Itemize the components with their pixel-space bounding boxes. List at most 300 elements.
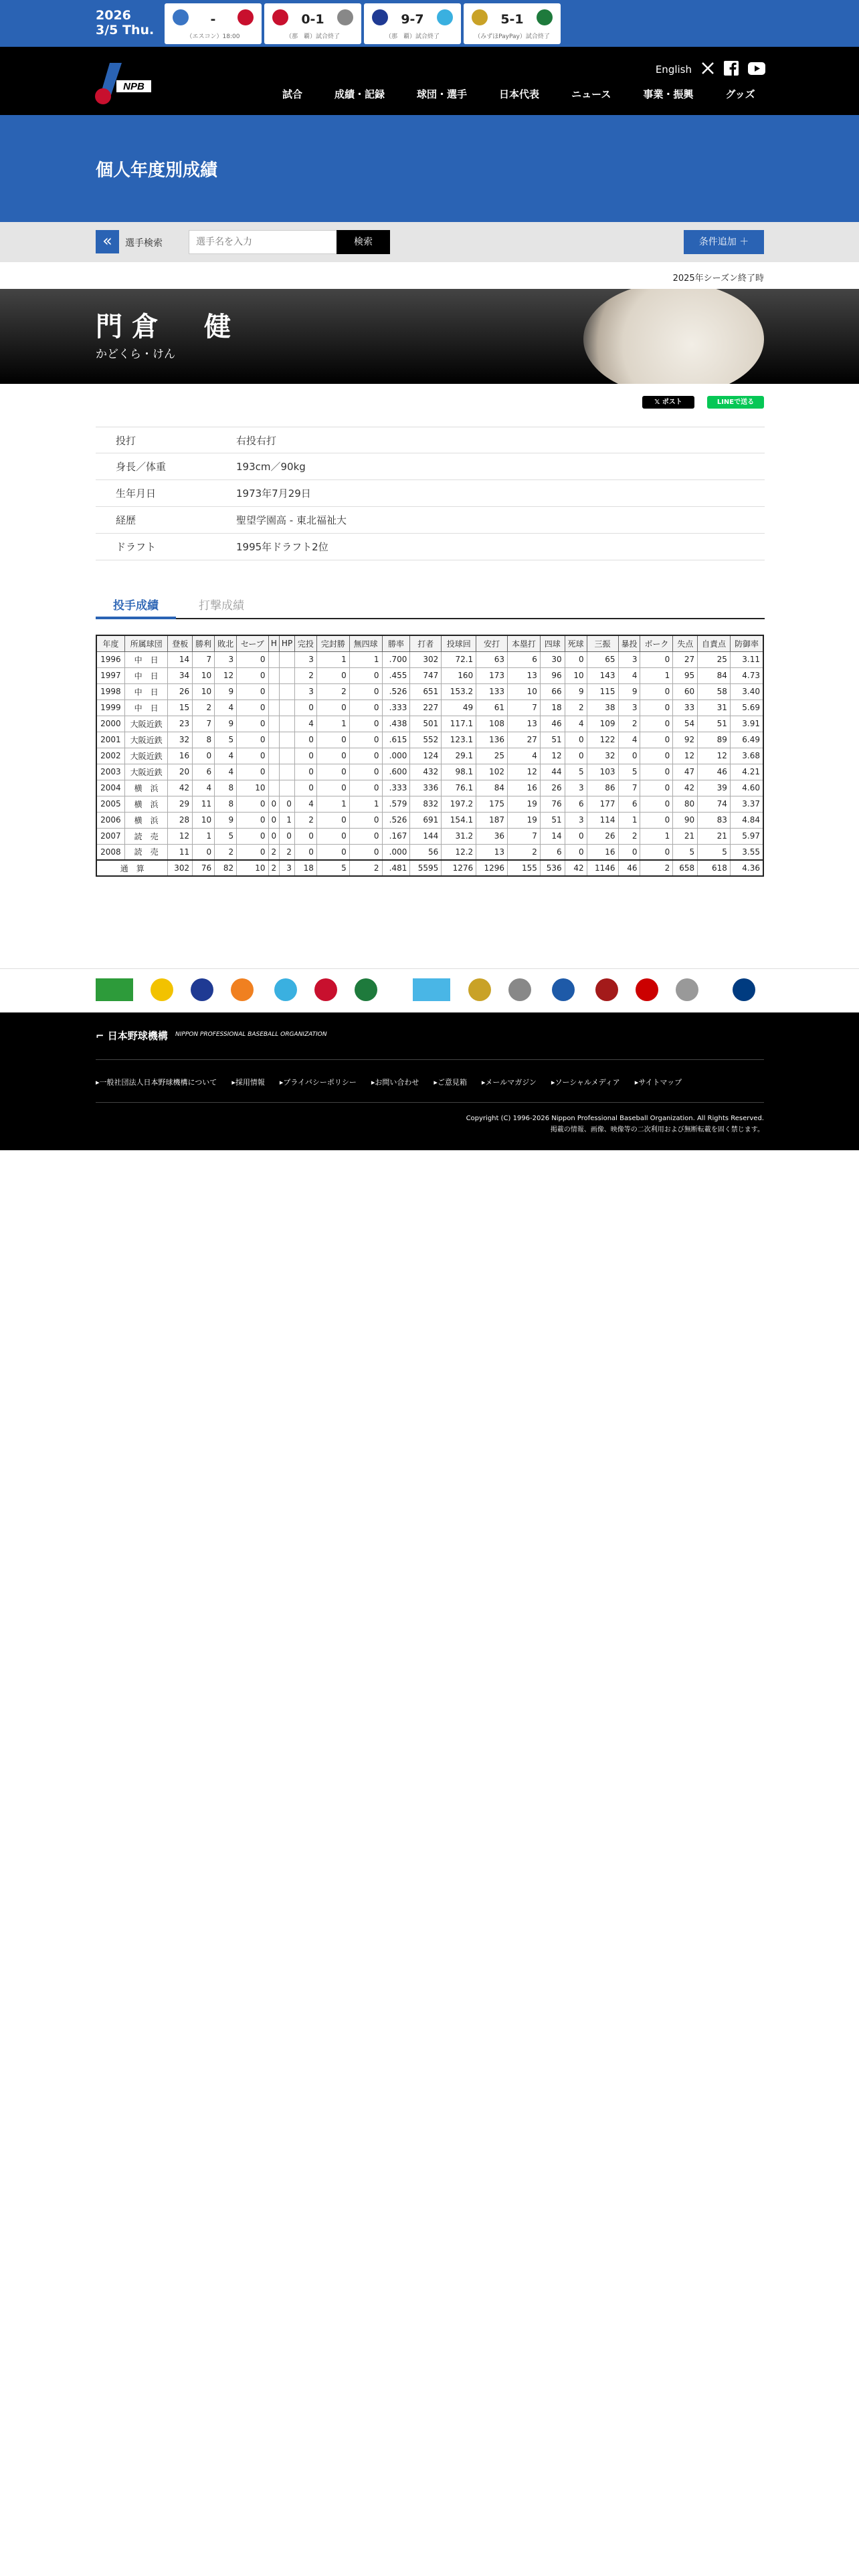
stat-cell: 9 [215, 683, 237, 700]
stat-cell: 4 [215, 700, 237, 716]
total-label: 通 算 [96, 860, 168, 876]
stat-cell: 4 [215, 748, 237, 764]
table-row [96, 764, 763, 780]
stat-cell: 114 [587, 812, 618, 828]
stat-cell: 144 [410, 828, 442, 844]
stat-cell: .600 [382, 764, 410, 780]
table-row [96, 812, 763, 828]
stat-cell [268, 748, 280, 764]
team-logo-icon[interactable] [274, 978, 297, 1001]
stat-cell: 0 [294, 732, 316, 748]
stat-cell: 1998 [96, 683, 124, 700]
stat-cell: 2001 [96, 732, 124, 748]
stat-cell: 2 [618, 716, 640, 732]
stat-cell: 12 [215, 667, 237, 683]
nav-goods[interactable]: グッズ [725, 88, 755, 100]
player-name-input[interactable] [189, 230, 337, 254]
today-date: 2026 3/5 Thu. [96, 8, 155, 37]
table-row [96, 716, 763, 732]
stat-cell: 0 [294, 764, 316, 780]
player-name-header [0, 289, 859, 384]
footer-link[interactable]: ▸ご意見箱 [434, 1078, 467, 1087]
stat-cell: 2000 [96, 716, 124, 732]
nav-teams[interactable]: 球団・選手 [417, 88, 468, 100]
x-post-button[interactable]: 𝕏 ポスト [642, 396, 694, 409]
stat-cell: 12 [673, 748, 698, 764]
stat-cell: 36 [476, 828, 508, 844]
stat-cell: 336 [410, 780, 442, 796]
stat-cell: 2 [640, 860, 673, 876]
game-status: （那 覇）試合終了 [385, 33, 440, 40]
stat-cell: 2 [349, 860, 382, 876]
stat-cell: 12 [698, 748, 731, 764]
column-header: 年度 [96, 635, 124, 651]
stat-cell: 4 [618, 732, 640, 748]
stat-cell: 0 [349, 700, 382, 716]
profile-label: 経歴 [116, 514, 136, 526]
stat-cell: 0 [294, 748, 316, 764]
stat-cell: 98.1 [442, 764, 476, 780]
stat-cell: 0 [316, 732, 349, 748]
footer-link[interactable]: ▸採用情報 [231, 1078, 265, 1087]
english-link[interactable]: English [655, 64, 692, 76]
stat-cell: 0 [294, 700, 316, 716]
stat-cell: 2 [316, 683, 349, 700]
stat-cell: 108 [476, 716, 508, 732]
game-card[interactable] [364, 3, 461, 44]
team-logo-icon[interactable] [355, 978, 377, 1001]
stat-cell: 1 [349, 796, 382, 812]
team-logo-icon[interactable] [552, 978, 575, 1001]
stat-cell: 42 [565, 860, 587, 876]
table-row [96, 651, 763, 667]
stat-cell: 0 [193, 844, 215, 860]
stat-cell: 58 [698, 683, 731, 700]
stat-cell: 136 [476, 732, 508, 748]
baseball-image [583, 289, 764, 384]
stat-cell: 2 [280, 844, 295, 860]
nav-stats[interactable]: 成績・記録 [335, 88, 385, 100]
stat-cell: 0 [640, 844, 673, 860]
stat-cell: 12.2 [442, 844, 476, 860]
stat-cell: 618 [698, 860, 731, 876]
stat-cell: 96 [540, 667, 565, 683]
stat-cell: 3 [215, 651, 237, 667]
stat-cell: 10 [508, 683, 541, 700]
stat-cell: 23 [168, 716, 193, 732]
game-scoreboard [165, 3, 561, 44]
stat-cell: 155 [508, 860, 541, 876]
stat-cell [280, 667, 295, 683]
stat-cell: 1 [349, 651, 382, 667]
stat-cell: .333 [382, 780, 410, 796]
nav-japan[interactable]: 日本代表 [499, 88, 540, 100]
stat-cell: 154.1 [442, 812, 476, 828]
game-status: （エスコン）18:00 [186, 33, 240, 40]
stat-cell: 49 [442, 700, 476, 716]
stat-cell: 16 [508, 780, 541, 796]
stat-cell: 133 [476, 683, 508, 700]
footer-link[interactable]: ▸ソーシャルメディア [551, 1078, 620, 1087]
game-status: （那 覇）試合終了 [285, 33, 340, 40]
stat-cell: 2002 [96, 748, 124, 764]
table-row [96, 844, 763, 860]
stat-cell [280, 716, 295, 732]
stat-cell: 5 [618, 764, 640, 780]
stat-cell: 3.40 [730, 683, 763, 700]
stat-cell: 3 [294, 683, 316, 700]
stat-cell: 6 [508, 651, 541, 667]
stat-cell: 10 [237, 860, 268, 876]
team-logo-icon[interactable] [595, 978, 618, 1001]
profile-value: 右投右打 [236, 435, 277, 447]
stat-cell: 0 [640, 796, 673, 812]
stat-cell: 9 [565, 683, 587, 700]
footer-link[interactable]: ▸プライバシーポリシー [279, 1078, 357, 1087]
stat-cell: 0 [640, 683, 673, 700]
stat-cell: 109 [587, 716, 618, 732]
stat-cell: .167 [382, 828, 410, 844]
stat-cell: 8 [193, 732, 215, 748]
stats-tabs [96, 597, 765, 619]
stat-cell: 2 [268, 844, 280, 860]
team-cell: 横 浜 [124, 796, 168, 812]
main-nav [266, 87, 771, 101]
team-logo-icon[interactable] [733, 978, 755, 1001]
stat-cell: 32 [168, 732, 193, 748]
stat-cell: 0 [237, 667, 268, 683]
team-logos-bar [0, 968, 859, 1012]
nav-news[interactable]: ニュース [571, 88, 611, 100]
stat-cell: 9 [618, 683, 640, 700]
team-logo-icon[interactable] [468, 978, 491, 1001]
stat-cell: 51 [698, 716, 731, 732]
stat-cell: 1999 [96, 700, 124, 716]
stat-cell: 44 [540, 764, 565, 780]
stat-cell: 1 [640, 828, 673, 844]
stat-cell: 10 [237, 780, 268, 796]
stat-cell: 1997 [96, 667, 124, 683]
stat-cell: 4 [193, 780, 215, 796]
column-header: ボーク [640, 635, 673, 651]
team-logo-icon[interactable] [508, 978, 531, 1001]
stat-cell: 0 [349, 812, 382, 828]
stat-cell: 0 [565, 748, 587, 764]
stat-cell: 5 [698, 844, 731, 860]
stat-cell: 26 [168, 683, 193, 700]
stat-cell: 0 [640, 700, 673, 716]
stat-cell: 227 [410, 700, 442, 716]
stat-cell: 9 [215, 812, 237, 828]
team-logo-icon[interactable] [96, 978, 133, 1001]
stat-cell: 691 [410, 812, 442, 828]
table-row [96, 667, 763, 683]
stat-cell: 4 [215, 764, 237, 780]
team-logo-icon[interactable] [231, 978, 254, 1001]
stat-cell: 2 [618, 828, 640, 844]
stat-cell: 651 [410, 683, 442, 700]
stat-cell: 658 [673, 860, 698, 876]
top-bar [0, 0, 859, 47]
stat-cell: 0 [237, 651, 268, 667]
stat-cell: 124 [410, 748, 442, 764]
column-header: 四球 [540, 635, 565, 651]
plus-icon: ＋ [739, 237, 749, 247]
footer-link[interactable]: ▸一般社団法人日本野球機構について [96, 1078, 217, 1087]
column-header: 無四球 [349, 635, 382, 651]
stat-cell: 3 [618, 651, 640, 667]
stat-cell: 10 [193, 667, 215, 683]
team-logo-icon[interactable] [676, 978, 698, 1001]
stat-cell: 5.69 [730, 700, 763, 716]
team-cell: 大阪近鉄 [124, 716, 168, 732]
stat-cell: 8 [215, 780, 237, 796]
stat-cell: 0 [237, 844, 268, 860]
stat-cell: 1 [640, 667, 673, 683]
stat-cell: 1146 [587, 860, 618, 876]
column-header: 打者 [410, 635, 442, 651]
stat-cell: 26 [540, 780, 565, 796]
stat-cell: 3.91 [730, 716, 763, 732]
stat-cell: 2 [215, 844, 237, 860]
stat-cell: .000 [382, 844, 410, 860]
stat-cell: 0 [316, 812, 349, 828]
site-header [0, 47, 859, 115]
stat-cell: 3 [565, 780, 587, 796]
stat-cell: 66 [540, 683, 565, 700]
stat-cell: 3.37 [730, 796, 763, 812]
stat-cell: 4.84 [730, 812, 763, 828]
tab-pitching[interactable]: 投手成績 [96, 597, 176, 619]
column-header: 暴投 [618, 635, 640, 651]
stat-cell: 10 [193, 812, 215, 828]
column-header: HP [280, 635, 295, 651]
stat-cell: 0 [237, 683, 268, 700]
stat-cell: 0 [565, 844, 587, 860]
stat-cell: 0 [349, 844, 382, 860]
stat-cell: 74 [698, 796, 731, 812]
npb-mark-icon: ⌐ [96, 1030, 108, 1042]
stat-cell: 175 [476, 796, 508, 812]
total-row [96, 860, 763, 876]
stat-cell: 3 [294, 651, 316, 667]
stat-cell: 0 [565, 651, 587, 667]
stat-cell: 89 [698, 732, 731, 748]
team-logo-icon[interactable] [191, 978, 213, 1001]
profile-row [96, 453, 765, 480]
stat-cell: 6 [540, 844, 565, 860]
stat-cell: .000 [382, 748, 410, 764]
stat-cell: 0 [193, 748, 215, 764]
stat-cell: 3 [565, 812, 587, 828]
header-links [656, 61, 765, 78]
table-row [96, 748, 763, 764]
stat-cell: 31.2 [442, 828, 476, 844]
stat-cell: .700 [382, 651, 410, 667]
game-score: 0-1 [301, 12, 324, 27]
divider [96, 1102, 764, 1103]
game-score: 9-7 [401, 12, 424, 27]
stat-cell [268, 667, 280, 683]
stat-cell: 2003 [96, 764, 124, 780]
stat-cell [268, 683, 280, 700]
stat-cell [268, 732, 280, 748]
add-condition-button[interactable]: 条件追加 ＋ [684, 230, 764, 254]
stat-cell: 832 [410, 796, 442, 812]
column-header: 完封勝 [316, 635, 349, 651]
stat-cell: 80 [673, 796, 698, 812]
stat-cell: 2 [294, 812, 316, 828]
stat-cell: 9 [215, 716, 237, 732]
x-icon[interactable] [701, 62, 714, 78]
team-logo-icon[interactable] [151, 978, 173, 1001]
stat-cell: 39 [698, 780, 731, 796]
stat-cell: 76 [193, 860, 215, 876]
tab-batting[interactable]: 打撃成績 [199, 599, 244, 613]
stat-cell: 12 [540, 748, 565, 764]
stat-cell: 302 [168, 860, 193, 876]
stat-cell: 0 [349, 828, 382, 844]
stat-cell: 3.55 [730, 844, 763, 860]
stat-cell: .333 [382, 700, 410, 716]
column-header: 死球 [565, 635, 587, 651]
stat-cell: 7 [508, 700, 541, 716]
game-card[interactable] [464, 3, 561, 44]
stat-cell: 18 [540, 700, 565, 716]
table-row [96, 700, 763, 716]
stat-cell: 4 [294, 716, 316, 732]
stat-cell: 7 [618, 780, 640, 796]
stat-cell: .481 [382, 860, 410, 876]
stat-cell: 83 [698, 812, 731, 828]
player-kana: かどくら・けん [96, 348, 175, 361]
team-logo-icon[interactable] [314, 978, 337, 1001]
stat-cell: 0 [640, 748, 673, 764]
stat-cell: 38 [587, 700, 618, 716]
stat-cell: 0 [349, 780, 382, 796]
team-cell: 中 日 [124, 651, 168, 667]
stat-cell: 42 [673, 780, 698, 796]
stat-cell: 0 [640, 764, 673, 780]
stat-cell: 1 [618, 812, 640, 828]
stat-cell: 4 [618, 667, 640, 683]
npb-logo[interactable] [94, 62, 153, 110]
table-row [96, 828, 763, 844]
footer-link[interactable]: ▸お問い合わせ [371, 1078, 419, 1087]
stat-cell: 12 [168, 828, 193, 844]
stat-cell: 13 [508, 716, 541, 732]
profile-value: 1995年ドラフト2位 [236, 541, 328, 553]
game-score: - [210, 12, 216, 27]
search-button[interactable]: 検索 [337, 230, 390, 254]
stat-cell: 117.1 [442, 716, 476, 732]
stat-cell: 0 [349, 683, 382, 700]
column-header: 勝率 [382, 635, 410, 651]
column-header: 勝利 [193, 635, 215, 651]
stat-cell: 0 [565, 732, 587, 748]
divider [96, 1059, 764, 1060]
column-header: 投球回 [442, 635, 476, 651]
stat-cell: 72.1 [442, 651, 476, 667]
game-card[interactable] [165, 3, 262, 44]
stat-cell: 19 [508, 812, 541, 828]
stat-cell: 1 [316, 716, 349, 732]
stat-cell: 6 [618, 796, 640, 812]
table-header-row [96, 635, 763, 651]
stat-cell: 0 [316, 828, 349, 844]
back-double-chevron-icon[interactable]: « [96, 230, 119, 253]
team-logo-icon[interactable] [413, 978, 450, 1001]
game-card[interactable] [264, 3, 361, 44]
column-header: H [268, 635, 280, 651]
profile-row [96, 427, 765, 453]
stat-cell: .526 [382, 683, 410, 700]
stat-cell: 12 [508, 764, 541, 780]
stat-cell: 0 [237, 828, 268, 844]
line-share-button[interactable]: LINEで送る [707, 396, 764, 409]
stat-cell: 46 [698, 764, 731, 780]
stat-cell [268, 780, 280, 796]
stat-cell: 21 [673, 828, 698, 844]
nav-business[interactable]: 事業・振興 [643, 88, 694, 100]
stat-cell: 2004 [96, 780, 124, 796]
stat-cell: 15 [168, 700, 193, 716]
profile-label: 身長／体重 [116, 461, 167, 473]
team-cell: 読 売 [124, 828, 168, 844]
stat-cell: 16 [587, 844, 618, 860]
facebook-icon[interactable] [724, 61, 739, 78]
profile-label: 投打 [116, 435, 136, 447]
stat-cell: 302 [410, 651, 442, 667]
team-cell: 中 日 [124, 667, 168, 683]
stat-cell: 1996 [96, 651, 124, 667]
stat-cell: 47 [673, 764, 698, 780]
table-row [96, 796, 763, 812]
stat-cell: 11 [193, 796, 215, 812]
stat-cell: 5 [215, 732, 237, 748]
stat-cell: 0 [237, 700, 268, 716]
stat-cell [280, 651, 295, 667]
stat-cell: 0 [294, 780, 316, 796]
stat-cell: 0 [294, 828, 316, 844]
stat-cell: 1 [316, 651, 349, 667]
stat-cell: 76 [540, 796, 565, 812]
stat-cell: 5.97 [730, 828, 763, 844]
stat-cell: 86 [587, 780, 618, 796]
stat-cell: 0 [349, 732, 382, 748]
pitching-stats-table [96, 635, 764, 877]
nav-games[interactable]: 試合 [282, 88, 303, 100]
stat-cell: 0 [316, 764, 349, 780]
team-logo-icon[interactable] [636, 978, 658, 1001]
stat-cell: 84 [476, 780, 508, 796]
footer-logo[interactable]: ⌐ 日本野球機構 [96, 1030, 168, 1042]
stat-cell: 0 [280, 828, 295, 844]
footer-link[interactable]: ▸サイトマップ [634, 1078, 682, 1087]
stat-cell: 42 [168, 780, 193, 796]
stat-cell: 123.1 [442, 732, 476, 748]
column-header: 安打 [476, 635, 508, 651]
stat-cell: 28 [168, 812, 193, 828]
stat-cell: 14 [168, 651, 193, 667]
youtube-icon[interactable] [748, 62, 765, 78]
stat-cell: 32 [587, 748, 618, 764]
team-cell: 大阪近鉄 [124, 764, 168, 780]
footer-link[interactable]: ▸メールマガジン [481, 1078, 537, 1087]
stat-cell: 197.2 [442, 796, 476, 812]
table-row [96, 780, 763, 796]
stat-cell: 6 [565, 796, 587, 812]
